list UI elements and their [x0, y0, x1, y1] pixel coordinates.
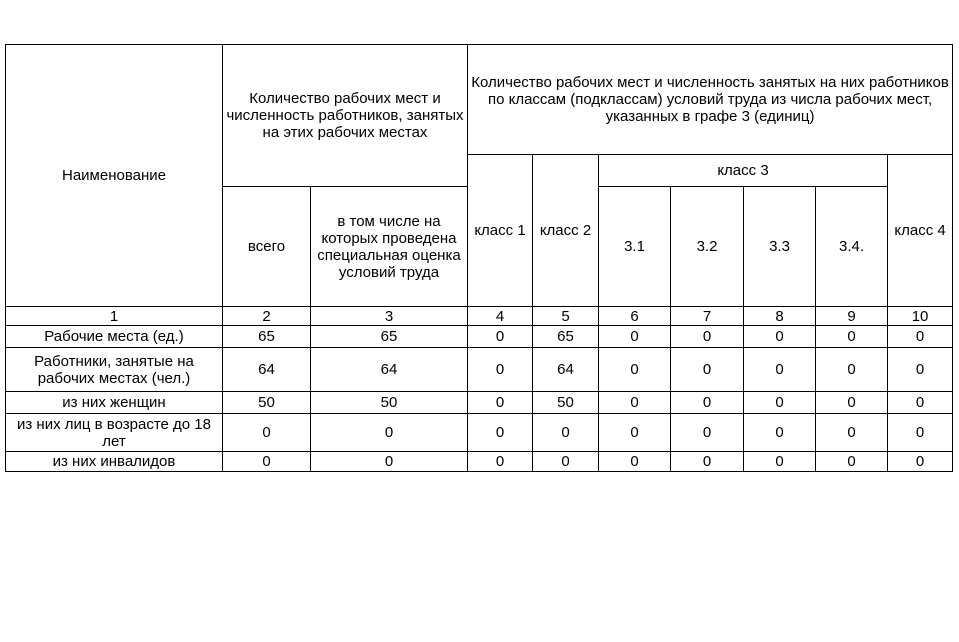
header-sub-3-2: 3.2	[671, 187, 744, 307]
table-cell: 0	[533, 414, 599, 452]
table-cell: 0	[744, 452, 816, 472]
table-cell: 0	[599, 326, 671, 348]
table-cell: 50	[533, 392, 599, 414]
column-numbers-row	[6, 307, 953, 326]
table-cell: 0	[599, 392, 671, 414]
header-class-1: класс 1	[468, 155, 533, 307]
table-cell: 64	[223, 348, 311, 392]
table-cell: 0	[816, 348, 888, 392]
row-label: из них лиц в возрасте до 18 лет	[6, 414, 223, 452]
table-cell: 0	[671, 326, 744, 348]
column-number: 2	[223, 307, 311, 326]
table-cell: 65	[311, 326, 468, 348]
column-number: 1	[6, 307, 223, 326]
header-sub-3-1: 3.1	[599, 187, 671, 307]
table-cell: 0	[599, 348, 671, 392]
table-row	[6, 348, 953, 392]
table-row	[6, 452, 953, 472]
table-cell: 50	[311, 392, 468, 414]
column-number: 6	[599, 307, 671, 326]
header-name: Наименование	[6, 45, 223, 307]
table-cell: 65	[223, 326, 311, 348]
table-cell: 0	[468, 414, 533, 452]
header-class-2: класс 2	[533, 155, 599, 307]
row-label: из них инвалидов	[6, 452, 223, 472]
table-row	[6, 414, 953, 452]
table-row	[6, 326, 953, 348]
table-cell: 65	[533, 326, 599, 348]
table-cell: 0	[888, 348, 953, 392]
table-cell: 0	[888, 326, 953, 348]
table-cell: 0	[468, 452, 533, 472]
row-label: Работники, занятые на рабочих местах (чел.)	[6, 348, 223, 392]
table-cell: 0	[816, 452, 888, 472]
table-cell: 0	[311, 452, 468, 472]
table-cell: 0	[468, 392, 533, 414]
table-cell: 0	[311, 414, 468, 452]
column-number: 8	[744, 307, 816, 326]
table-cell: 0	[888, 392, 953, 414]
row-label: Рабочие места (ед.)	[6, 326, 223, 348]
table-cell: 0	[888, 452, 953, 472]
table-cell: 0	[816, 326, 888, 348]
table-cell: 0	[671, 452, 744, 472]
header-all: всего	[223, 187, 311, 307]
header-group-classes: Количество рабочих мест и численность занятых на них работников по классам (подклассам) условий труда из числа рабочих мест, указанных в графе 3 (единиц)	[468, 45, 953, 155]
table-cell: 0	[888, 414, 953, 452]
header-row-1	[6, 45, 953, 155]
table-cell: 0	[223, 414, 311, 452]
table-cell: 0	[468, 348, 533, 392]
column-number: 4	[468, 307, 533, 326]
table-cell: 0	[744, 326, 816, 348]
table-cell: 0	[671, 414, 744, 452]
table-cell: 0	[816, 414, 888, 452]
header-sub-3-3: 3.3	[744, 187, 816, 307]
table-cell: 0	[671, 348, 744, 392]
column-number: 5	[533, 307, 599, 326]
table-cell: 0	[744, 392, 816, 414]
table-cell: 0	[599, 452, 671, 472]
table-cell: 0	[671, 392, 744, 414]
table-cell: 64	[311, 348, 468, 392]
table-row	[6, 392, 953, 414]
table-cell: 0	[533, 452, 599, 472]
column-number: 10	[888, 307, 953, 326]
header-class-3: класс 3	[599, 155, 888, 187]
table-cell: 0	[816, 392, 888, 414]
table-cell: 50	[223, 392, 311, 414]
header-group-count: Количество рабочих мест и численность работников, занятых на этих рабочих местах	[223, 45, 468, 187]
column-number: 3	[311, 307, 468, 326]
header-class-4: класс 4	[888, 155, 953, 307]
column-number: 9	[816, 307, 888, 326]
table-cell: 0	[468, 326, 533, 348]
table-cell: 64	[533, 348, 599, 392]
report-table-container	[5, 44, 953, 472]
table-cell: 0	[744, 414, 816, 452]
header-sub-3-4: 3.4.	[816, 187, 888, 307]
row-label: из них женщин	[6, 392, 223, 414]
column-number: 7	[671, 307, 744, 326]
table-cell: 0	[599, 414, 671, 452]
header-assessed: в том числе на которых проведена специальная оценка условий труда	[311, 187, 468, 307]
table-cell: 0	[223, 452, 311, 472]
table-cell: 0	[744, 348, 816, 392]
working-conditions-table	[5, 44, 953, 472]
